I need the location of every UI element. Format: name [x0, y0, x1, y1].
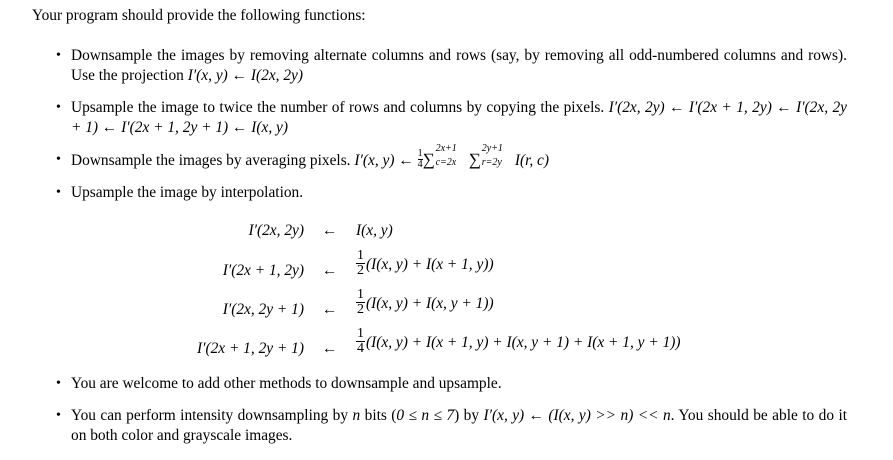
- bullet-icon: •: [56, 185, 61, 200]
- fraction-numerator: 1: [357, 326, 364, 341]
- equation-rhs-expr: (I(x, y) + I(x + 1, y) + I(x, y + 1) + I(x + 1, y + 1)): [366, 334, 681, 352]
- equation-arrow: ←: [322, 340, 338, 357]
- summation-r: ∑ 2y+1 r=2y: [468, 143, 503, 169]
- equation-lhs: I′(2x, 2y + 1): [222, 301, 304, 318]
- fraction-numerator: 1: [357, 287, 364, 302]
- equation-lhs: I′(2x + 1, 2y): [222, 262, 304, 279]
- item-math: 0 ≤ n ≤ 7: [396, 407, 455, 424]
- item-text: Upsample the image by interpolation.: [71, 184, 304, 201]
- item-text: ) by: [454, 407, 484, 424]
- item-math: I′(x, y) ← I(2x, 2y): [187, 67, 303, 84]
- equation-lhs: I′(2x, 2y): [248, 222, 304, 239]
- equation-rhs: I(x, y): [356, 222, 393, 239]
- equation-rhs-expr: (I(x, y) + I(x, y + 1)): [366, 295, 494, 313]
- equation-lhs: I′(2x + 1, 2y + 1): [196, 340, 304, 357]
- intro-text: Your program should provide the following functions:: [32, 7, 366, 24]
- equation-arrow: ←: [322, 262, 338, 279]
- equation-arrow: ←: [322, 222, 338, 239]
- bullet-icon: •: [56, 152, 61, 167]
- bullet-icon: •: [56, 48, 61, 63]
- item-text: bits (: [360, 407, 397, 424]
- fraction: [356, 327, 365, 356]
- list-item-upsample-copy: [56, 98, 847, 138]
- item-math-tail: I(r, c): [514, 152, 549, 169]
- summation-c: ∑ 2x+1 c=2x: [422, 143, 457, 169]
- item-text: Upsample the image to twice the number of rows and columns by copying the pixels.: [71, 99, 609, 116]
- equation-rhs: [356, 287, 494, 319]
- sum-lower: r=2y: [481, 157, 502, 168]
- item-math: I′(2x, 2y) ← I′(2x + 1, 2y) ←: [608, 99, 792, 116]
- list-item-intensity-downsample: [56, 406, 847, 446]
- list-item-other-methods: [56, 374, 847, 394]
- item-text: You are welcome to add other methods to downsample and upsample.: [71, 375, 502, 392]
- item-math: I′(x, y) ←: [354, 152, 418, 169]
- list-item-downsample-remove: [56, 46, 847, 86]
- equation-row: [170, 287, 770, 326]
- item-text: Downsample the images by averaging pixels.: [71, 152, 355, 169]
- sum-lower: c=2x: [435, 157, 457, 168]
- equation-rhs: [356, 326, 681, 358]
- sum-upper: 2y+1: [481, 143, 503, 154]
- interpolation-equations: [170, 213, 770, 363]
- fraction-numerator: 1: [417, 147, 423, 159]
- equation-rhs-expr: (I(x, y) + I(x + 1, y)): [366, 256, 494, 274]
- list-item-downsample-average: [56, 143, 847, 172]
- item-text: You can perform intensity downsampling by: [71, 407, 353, 424]
- item-text: Downsample the images by removing alternate columns and rows (say, by removing all odd-numbered columns and rows). Use the projection: [71, 47, 847, 84]
- fraction-denominator: 4: [357, 341, 364, 356]
- bullet-icon: •: [56, 408, 61, 423]
- equation-arrow: ←: [322, 301, 338, 318]
- equation-row: [170, 326, 770, 365]
- fraction-denominator: 2: [357, 263, 364, 278]
- fraction-denominator: 4: [417, 158, 423, 170]
- sum-upper: 2x+1: [435, 143, 457, 154]
- equation-rhs: [356, 248, 494, 280]
- fraction: [356, 288, 365, 317]
- item-math: n: [352, 407, 361, 424]
- list-item-upsample-interpolate: [56, 183, 847, 203]
- item-text: . You should be able to do it on both color and grayscale images.: [71, 407, 847, 444]
- item-math: I′(x, y) ← (I(x, y) >> n) << n: [483, 407, 671, 424]
- bullet-icon: •: [56, 376, 61, 391]
- fraction: [356, 249, 365, 278]
- equation-row: [170, 248, 770, 287]
- item-math-cont: I′(2x, 2y + 1) ← I′(2x + 1, 2y + 1) ← I(x, y): [71, 99, 847, 136]
- fraction-denominator: 2: [357, 302, 364, 317]
- fraction-numerator: 1: [357, 248, 364, 263]
- bullet-icon: •: [56, 100, 61, 115]
